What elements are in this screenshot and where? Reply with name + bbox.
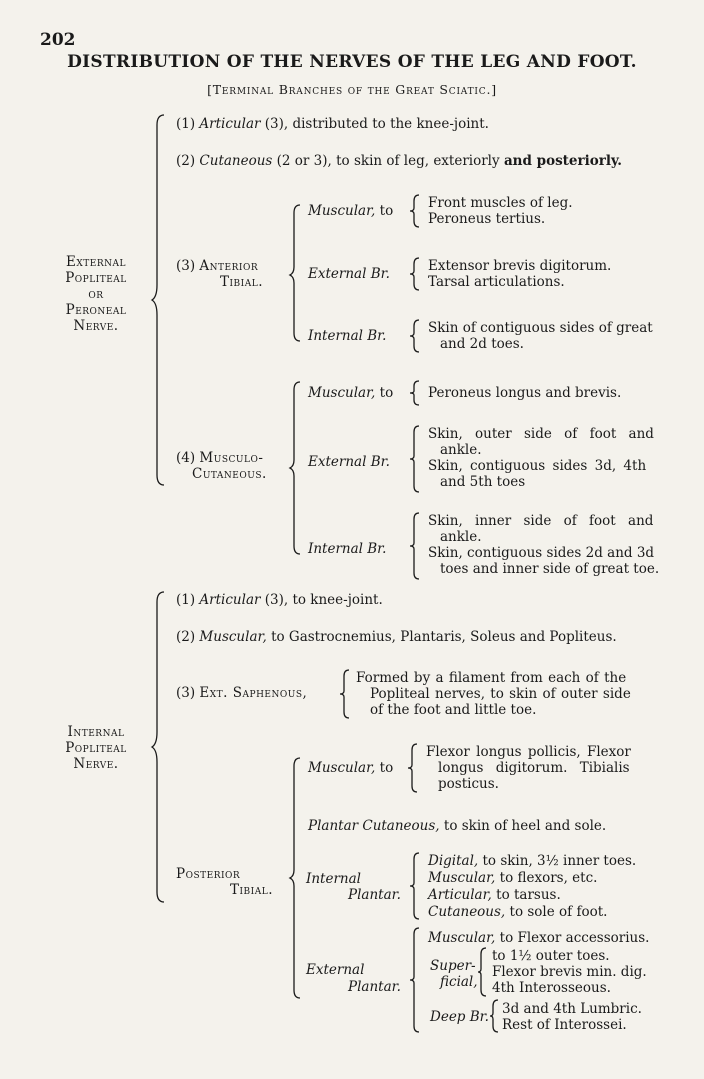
tarsal-articulations-text: Tarsal articulations.: [428, 274, 565, 290]
deep-br-label: Deep Br.: [430, 1009, 489, 1025]
saphenous-line-3: of the foot and little toe.: [370, 702, 537, 718]
anterior-muscular: Muscular, to: [308, 203, 394, 219]
ankle-text-2: ankle.: [440, 529, 482, 545]
deep-line-1: 3d and 4th Lumbric.: [502, 1001, 642, 1017]
ankle-text-1: ankle.: [440, 442, 482, 458]
musculo-muscular: Muscular, to: [308, 385, 394, 401]
posterior-muscular: Muscular, to: [308, 760, 394, 776]
saphenous-line-2: Popliteal nerves, to skin of outer side: [370, 686, 631, 702]
inner-side-text: Skin, inner side of foot and: [428, 513, 654, 529]
posterior-tibial-brace: [290, 758, 306, 998]
posterior-tibial-name-1: Posterior: [176, 866, 241, 882]
page-title: DISTRIBUTION OF THE NERVES OF THE LEG AND FOOT.: [67, 52, 637, 72]
flexor-longus-line-1: Flexor longus pollicis, Flexor: [426, 744, 631, 760]
digital-item: Digital, to skin, 3½ inner toes.: [428, 853, 637, 869]
flexor-longus-line-3: posticus.: [438, 776, 499, 792]
extensor-brevis-text: Extensor brevis digitorum.: [428, 258, 612, 274]
ext-branch-2: (2) Cutaneous (2 or 3), to skin of leg, exteriorly and posteriorly.: [176, 153, 622, 169]
outer-side-text: Skin, outer side of foot and: [428, 426, 654, 442]
peroneus-tertius-text: Peroneus tertius.: [428, 211, 546, 227]
superficial-line-3: 4th Interosseous.: [492, 980, 611, 996]
peroneus-longus-text: Peroneus longus and brevis.: [428, 385, 622, 401]
musculo-external-brace: [410, 426, 424, 492]
external-label-line-1: External: [66, 254, 126, 270]
anterior-muscular-brace: [410, 195, 424, 227]
external-plantar-label-2: Plantar.: [348, 979, 401, 995]
plantar-cutaneous: Plantar Cutaneous, to skin of heel and sole.: [308, 818, 607, 834]
int-branch-1: (1) Articular (3), to knee-joint.: [176, 592, 383, 608]
front-muscles-text: Front muscles of leg.: [428, 195, 573, 211]
superficial-brace: [478, 948, 490, 996]
ext-branch-3-anterior-tibial: (3) Anterior: [176, 258, 259, 274]
internal-plantar-label-1: Internal: [306, 871, 361, 887]
saphenous-brace: [340, 670, 354, 718]
posterior-muscular-brace: [408, 744, 422, 792]
ext-branch-4-name-2: Cutaneous.: [192, 466, 267, 482]
internal-label-line-3: Nerve.: [73, 756, 119, 772]
musculo-muscular-brace: [410, 381, 424, 405]
external-label-line-3: or: [88, 286, 104, 302]
anterior-external-brace: [410, 258, 424, 290]
articular-item: Articular, to tarsus.: [428, 887, 561, 903]
internal-main-brace: [152, 592, 170, 902]
external-label-line-2: Popliteal: [65, 270, 127, 286]
page-subtitle: [Terminal Branches of the Great Sciatic.]: [207, 82, 497, 97]
external-main-brace: [152, 115, 170, 485]
external-label-line-5: Nerve.: [73, 318, 119, 334]
internal-label-line-1: Internal: [67, 724, 125, 740]
page-number: 202: [40, 30, 76, 50]
accessorius-item: Muscular, to Flexor accessorius.: [428, 930, 650, 946]
external-plantar-label-1: External: [306, 962, 365, 978]
anterior-tibial-brace: [290, 205, 306, 341]
anterior-external-br: External Br.: [308, 266, 390, 282]
superficial-line-2: Flexor brevis min. dig.: [492, 964, 647, 980]
saphenous-line-1: Formed by a filament from each of the: [356, 670, 627, 686]
ext-branch-3-name-2: Tibial.: [220, 274, 263, 290]
superficial-label-1: Super-: [430, 958, 476, 974]
musculo-cutaneous-brace: [290, 382, 306, 554]
musculo-internal-brace: [410, 513, 424, 579]
contiguous-great-text: Skin of contiguous sides of great: [428, 320, 653, 336]
ext-branch-1: (1) Articular (3), distributed to the knee-joint.: [176, 116, 489, 132]
superficial-line-1: to 1½ outer toes.: [492, 948, 610, 964]
superficial-label-2: ficial,: [440, 974, 478, 990]
anterior-internal-brace: [410, 320, 424, 352]
anterior-internal-br: Internal Br.: [308, 328, 387, 344]
deep-line-2: Rest of Interossei.: [502, 1017, 627, 1033]
internal-plantar-brace: [410, 853, 424, 919]
musculo-internal-br: Internal Br.: [308, 541, 387, 557]
posterior-tibial-name-2: Tibial.: [230, 882, 273, 898]
internal-label-line-2: Popliteal: [65, 740, 127, 756]
and-5th-toes-text: and 5th toes: [440, 474, 526, 490]
external-label-line-4: Peroneal: [65, 302, 127, 318]
and-2d-toes-text: and 2d toes.: [440, 336, 524, 352]
contiguous-2d-text: Skin, contiguous sides 2d and 3d: [428, 545, 655, 561]
int-branch-2: (2) Muscular, to Gastrocnemius, Plantaris, Soleus and Popliteus.: [176, 629, 617, 645]
external-plantar-brace: [410, 928, 424, 1032]
int-branch-3-ext-saphenous: (3) Ext. Saphenous,: [176, 685, 308, 701]
flexor-longus-line-2: longus digitorum. Tibialis: [438, 760, 630, 776]
musculo-external-br: External Br.: [308, 454, 390, 470]
cutaneous-item: Cutaneous, to sole of foot.: [428, 904, 608, 920]
ext-branch-4-musculo-cutaneous: (4) Musculo-: [176, 450, 264, 466]
great-toe-text: toes and inner side of great toe.: [440, 561, 660, 577]
muscular-item: Muscular, to flexors, etc.: [428, 870, 598, 886]
contiguous-3d-text: Skin, contiguous sides 3d, 4th: [428, 458, 647, 474]
deep-br-brace: [490, 1000, 502, 1032]
internal-plantar-label-2: Plantar.: [348, 887, 401, 903]
